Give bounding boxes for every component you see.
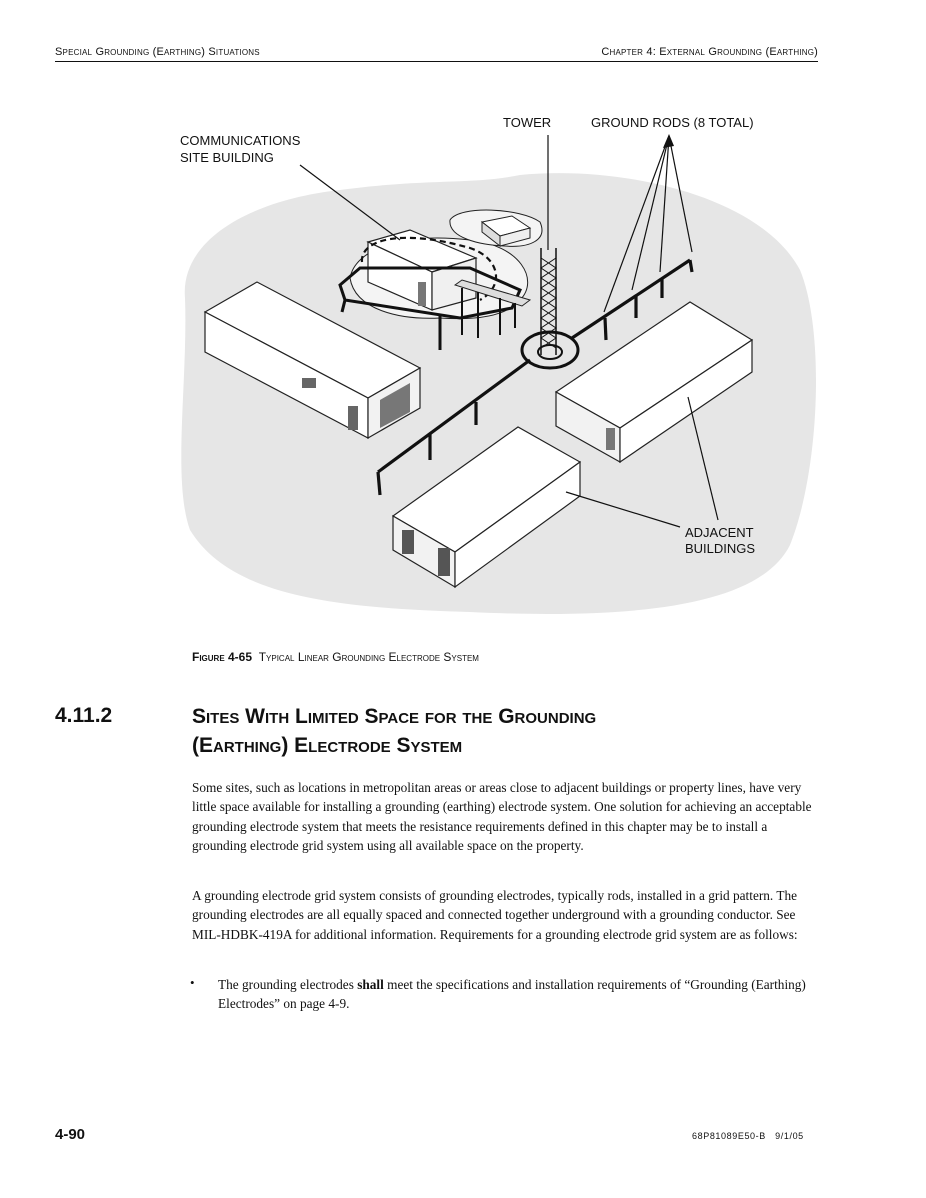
- section-title-line2: (Earthing) Electrode System: [192, 734, 463, 757]
- body-paragraph-1: Some sites, such as locations in metropolitan areas or areas close to adjacent buildings or property lines, have very little space available for installing a grounding (earthing) electrode system. One solution for achieving an acceptable grounding electrode system that meets the resistance requirements defined in this chapter may be to install a grounding electrode grid system using all available space on the property.: [192, 780, 812, 854]
- bullet-item: [218, 975, 822, 1014]
- running-header-left: Special Grounding (Earthing) Situations: [55, 46, 260, 58]
- label-comm-line2: SITE BUILDING: [180, 150, 274, 165]
- bullet-text-before: The grounding electrodes: [218, 977, 358, 992]
- label-adjacent-line2: BUILDINGS: [685, 541, 756, 556]
- label-comm-line1: COMMUNICATIONS: [180, 133, 301, 148]
- section-title-line1: Sites With Limited Space for the Grounding: [192, 705, 597, 728]
- label-adjacent-line1: ADJACENT: [685, 525, 754, 540]
- section-title: [192, 702, 792, 760]
- bullet-text-after: meet the specifications and installation requirements of “Grounding (Earthing) Electrodes” on page 4-9.: [218, 977, 806, 1012]
- figure-caption: [192, 650, 479, 664]
- section-number: 4.11.2: [55, 704, 113, 727]
- body-paragraph-2: A grounding electrode grid system consists of grounding electrodes, typically rods, installed in a grid pattern. The grounding electrodes are all equally spaced and connected together underground with a grounding conductor. See MIL-HDBK-419A for additional information. Requirements for a grounding electrode grid system are as follows:: [192, 888, 798, 942]
- bullet-marker: •: [190, 975, 195, 990]
- page-number: 4-90: [55, 1126, 86, 1143]
- site-grounding-diagram: [160, 100, 820, 640]
- document-id: 68P81089E50-B 9/1/05: [692, 1131, 804, 1141]
- label-ground-rods: GROUND RODS (8 TOTAL): [591, 115, 754, 130]
- label-tower: TOWER: [503, 115, 552, 130]
- figure-title: Typical Linear Grounding Electrode System: [258, 650, 479, 664]
- running-header-right: Chapter 4: External Grounding (Earthing): [601, 46, 818, 58]
- header-rule: [55, 61, 818, 62]
- bullet-text-bold: shall: [357, 977, 384, 992]
- figure-number: Figure 4-65: [192, 650, 253, 664]
